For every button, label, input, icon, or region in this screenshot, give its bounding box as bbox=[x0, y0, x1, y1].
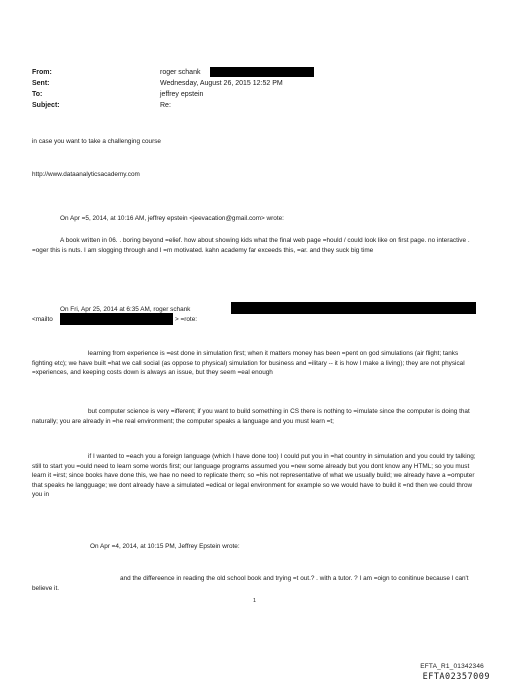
paragraph-foreign-language: if I wanted to =each you a foreign language (which I have done too) I could put you in =hat country in simulation and you could try talking; still to start you =ould need to learn some words first; our language programs assumed you =new some already but you dont know any HTML; so you must learn it =irst; since books have done this, we hae no need to replicate them; so =his not representative of what we usually build; we already have a =omputer that speaks he langguage; we dont already have a simulated =edical or legal environment for example so we would have to build it =nd then we could throw you in bbox=[32, 453, 476, 499]
page-number: 1 bbox=[253, 598, 257, 604]
redaction-box bbox=[60, 313, 173, 325]
sent-label: Sent: bbox=[32, 80, 50, 87]
bates-number-primary: EFTA_R1_01342346 bbox=[420, 663, 484, 670]
course-link[interactable]: http://www.dataanalyticsacademy.com bbox=[32, 171, 140, 178]
to-value: jeffrey epstein bbox=[160, 91, 204, 98]
bates-number-secondary: EFTA02357009 bbox=[422, 672, 490, 682]
quote2-mailto: <mailto bbox=[32, 316, 53, 323]
subject-value: Re: bbox=[160, 102, 171, 109]
paragraph-computer-science: but computer science is very =ifferent; if you want to build something in CS there is nothing to =imulate since the computer is doing that naturally; you are already in =he real environment; the computer speaks a language and you must learn =t; bbox=[32, 408, 470, 425]
quote2-wrote: > =rote: bbox=[175, 316, 198, 323]
subject-label: Subject: bbox=[32, 102, 60, 109]
redaction-box bbox=[231, 302, 476, 314]
sent-value: Wednesday, August 26, 2015 12:52 PM bbox=[160, 80, 283, 87]
redaction-box bbox=[210, 67, 314, 77]
quote3-header: On Apr =4, 2014, at 10:15 PM, Jeffrey Epstein wrote: bbox=[90, 543, 240, 550]
quote2-header: On Fri, Apr 25, 2014 at 6:35 AM, roger schank bbox=[60, 306, 191, 313]
quote1-text: A book written in 06. . boring beyond =elief. how about showing kids what the final web page =hould / could look like on first page. no interactive . =oger this is nuts. I am slogging through and I =m motivated. kahn academy far exceeds this, =ar. and they suck big time bbox=[32, 237, 470, 254]
paragraph-simulation: learning from experience is =est done in simulation first; when it matters money has been =pent on god simulations (air flight; tanks fighting etc); we have built =hat we call social (as oppose to physical) simulation for business and =ilitary -- it is how I make a living); they are not physical =xperiences, and keeping costs down is always an issue, but they seem =eal enough bbox=[32, 350, 465, 377]
from-label: From: bbox=[32, 69, 52, 76]
from-value: roger schank bbox=[160, 69, 201, 76]
intro-text: in case you want to take a challenging course bbox=[32, 138, 161, 145]
quote3-text: and the differeence in reading the old school book and trying =t out.? . with a tutor. ? I am =oign to conitinue because I can't believe it. bbox=[32, 575, 469, 592]
to-label: To: bbox=[32, 91, 43, 98]
quote1-header: On Apr =5, 2014, at 10:16 AM, jeffrey epstein <jeevacation@gmail.com> wrote: bbox=[60, 215, 284, 222]
